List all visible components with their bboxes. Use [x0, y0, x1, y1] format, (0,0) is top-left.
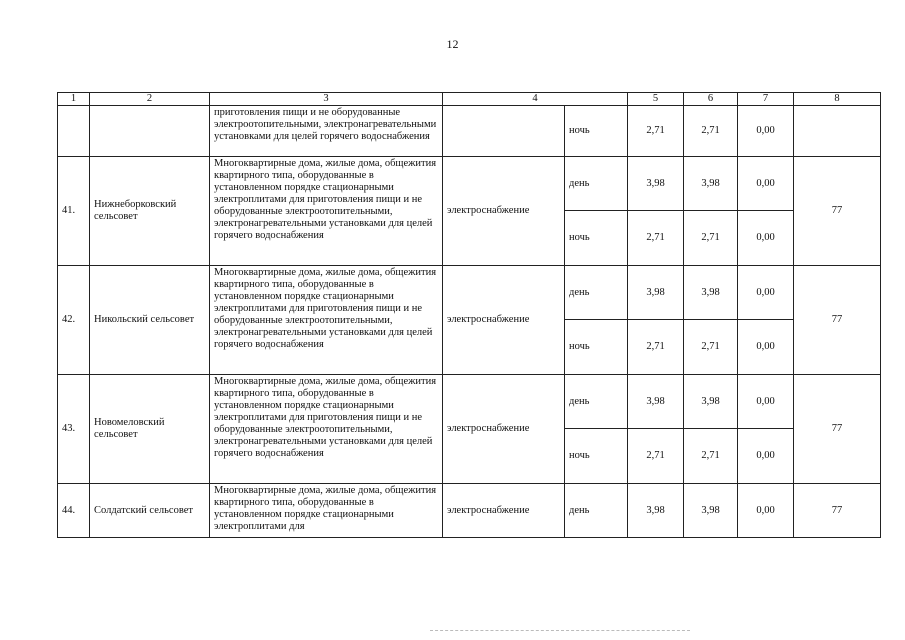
row-number: 44.	[58, 484, 90, 538]
value-col8: 77	[794, 375, 881, 484]
value-col8: 77	[794, 157, 881, 266]
consumer-description: Многоквартирные дома, жилые дома, общежития квартирного типа, оборудованные в установленном порядке стационарными электроплитами для приготовления пищи и не оборудованные электроотопительными, электронагревательными установками для целей горячего водоснабжения	[210, 375, 443, 484]
time-of-day: ночь	[565, 429, 628, 484]
municipality-name: Никольский сельсовет	[90, 266, 210, 375]
value-col7: 0,00	[738, 106, 794, 157]
table-row	[58, 484, 881, 538]
header-cell: 8	[794, 93, 881, 106]
service-type: электроснабжение	[443, 266, 565, 375]
value-col7: 0,00	[738, 484, 794, 538]
consumer-description: Многоквартирные дома, жилые дома, общежития квартирного типа, оборудованные в установленном порядке стационарными электроплитами для приготовления пищи и не оборудованные электроотопительными, электронагревательными установками для целей горячего водоснабжения	[210, 266, 443, 375]
municipality-name: Нижнеборковский сельсовет	[90, 157, 210, 266]
municipality-name: Новомеловский сельсовет	[90, 375, 210, 484]
time-of-day: день	[565, 484, 628, 538]
value-col7: 0,00	[738, 429, 794, 484]
time-of-day: день	[565, 157, 628, 211]
service-type: электроснабжение	[443, 484, 565, 538]
value-col5: 3,98	[628, 375, 684, 429]
time-of-day: день	[565, 266, 628, 320]
value-col6: 2,71	[684, 429, 738, 484]
value-col6: 3,98	[684, 375, 738, 429]
consumer-description: приготовления пищи и не оборудованные электроотопительными, электронагревательными установками для целей горячего водоснабжения	[210, 106, 443, 157]
value-col8: 77	[794, 484, 881, 538]
value-col7: 0,00	[738, 266, 794, 320]
value-col6: 3,98	[684, 157, 738, 211]
value-col7: 0,00	[738, 157, 794, 211]
value-col7: 0,00	[738, 211, 794, 266]
value-col5: 2,71	[628, 106, 684, 157]
municipality-name: Солдатский сельсовет	[90, 484, 210, 538]
time-of-day: ночь	[565, 106, 628, 157]
row-number: 42.	[58, 266, 90, 375]
service-type: электроснабжение	[443, 375, 565, 484]
service-type: электроснабжение	[443, 157, 565, 266]
header-cell: 6	[684, 93, 738, 106]
scan-artifact	[430, 630, 690, 634]
header-cell: 5	[628, 93, 684, 106]
value-col7: 0,00	[738, 320, 794, 375]
value-col6: 3,98	[684, 266, 738, 320]
consumer-description: Многоквартирные дома, жилые дома, общежития квартирного типа, оборудованные в установленном порядке стационарными электроплитами для	[210, 484, 443, 538]
value-col5: 3,98	[628, 484, 684, 538]
tariff-table	[57, 92, 881, 538]
header-cell: 1	[58, 93, 90, 106]
value-col6: 3,98	[684, 484, 738, 538]
value-col5: 2,71	[628, 429, 684, 484]
table-row	[58, 157, 881, 211]
value-col8: 77	[794, 266, 881, 375]
table-row	[58, 106, 881, 157]
value-col5: 3,98	[628, 157, 684, 211]
value-col6: 2,71	[684, 211, 738, 266]
value-col5: 2,71	[628, 211, 684, 266]
header-cell: 2	[90, 93, 210, 106]
service-type	[443, 106, 565, 157]
value-col6: 2,71	[684, 320, 738, 375]
header-cell: 3	[210, 93, 443, 106]
value-col8	[794, 106, 881, 157]
table-row	[58, 266, 881, 320]
consumer-description: Многоквартирные дома, жилые дома, общежития квартирного типа, оборудованные в установленном порядке стационарными электроплитами для приготовления пищи и не оборудованные электроотопительными, электронагревательными установками для целей горячего водоснабжения	[210, 157, 443, 266]
municipality-name	[90, 106, 210, 157]
row-number	[58, 106, 90, 157]
value-col7: 0,00	[738, 375, 794, 429]
row-number: 43.	[58, 375, 90, 484]
time-of-day: ночь	[565, 320, 628, 375]
time-of-day: день	[565, 375, 628, 429]
page-number: 12	[446, 37, 459, 51]
header-cell: 7	[738, 93, 794, 106]
time-of-day: ночь	[565, 211, 628, 266]
value-col5: 2,71	[628, 320, 684, 375]
row-number: 41.	[58, 157, 90, 266]
value-col5: 3,98	[628, 266, 684, 320]
header-cell: 4	[443, 93, 628, 106]
header-row	[58, 93, 881, 106]
table-row	[58, 375, 881, 429]
value-col6: 2,71	[684, 106, 738, 157]
